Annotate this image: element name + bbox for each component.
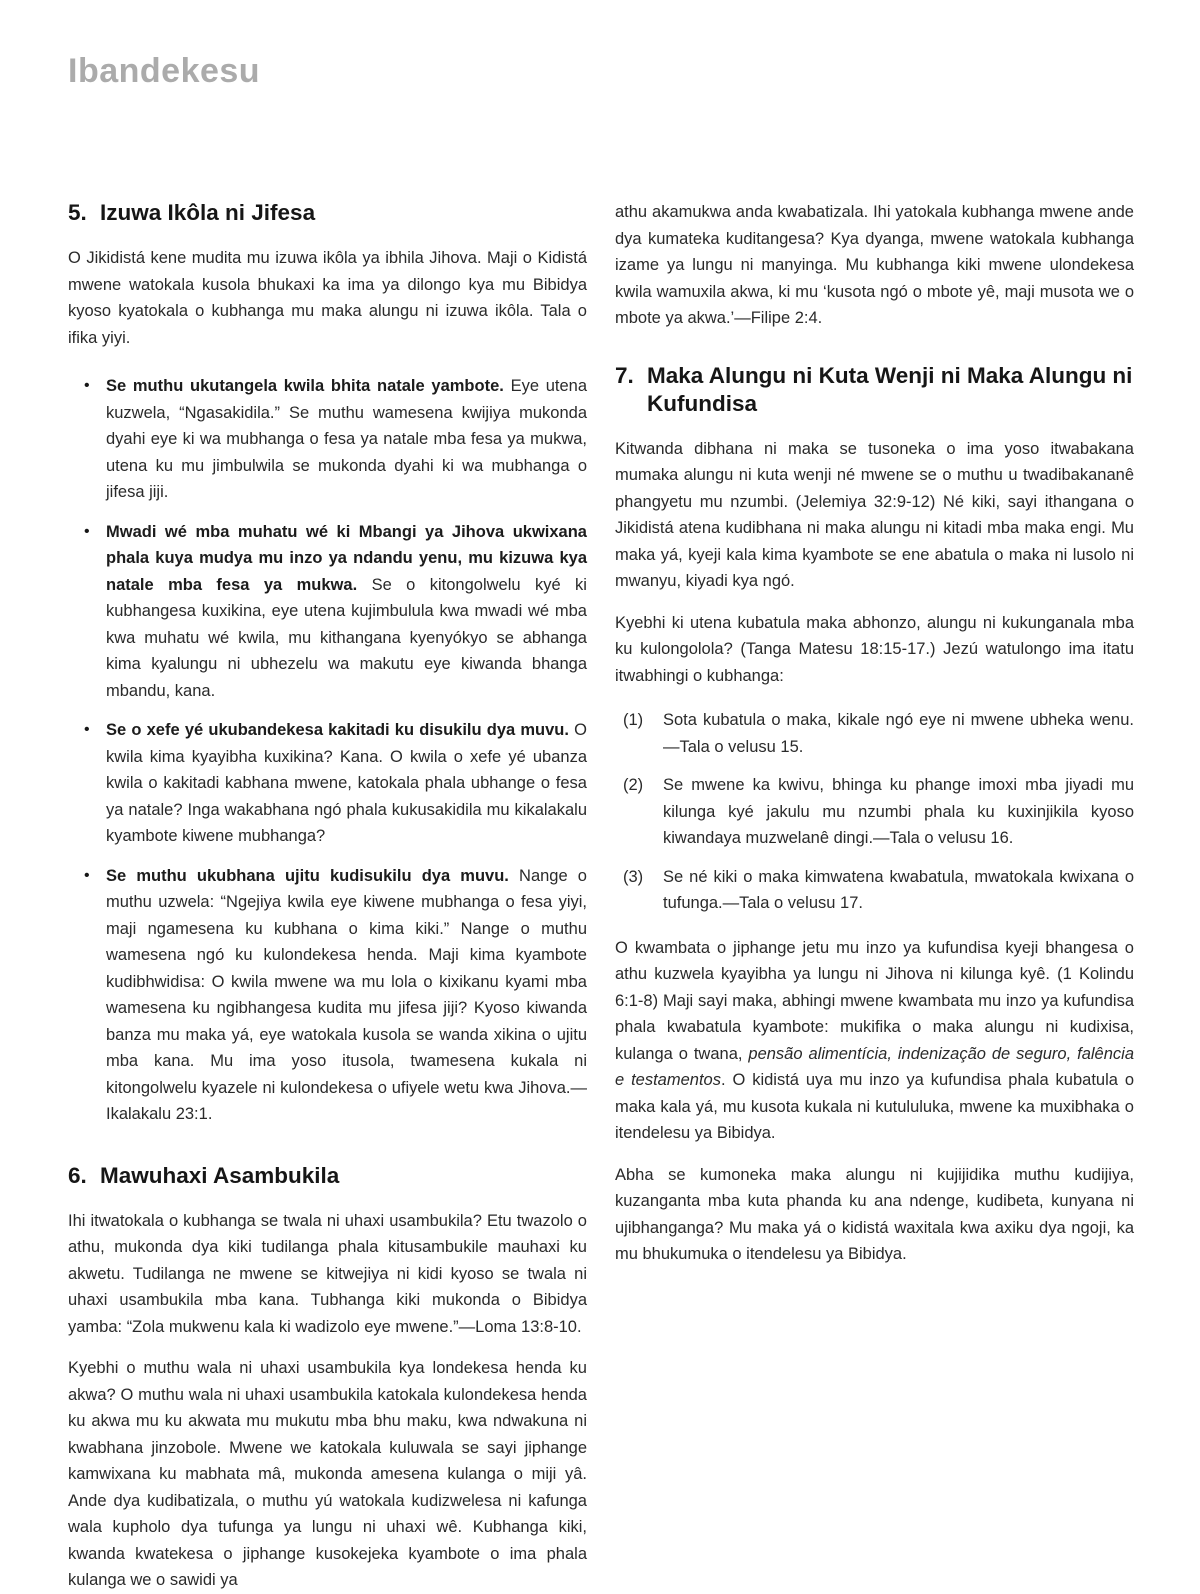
section6 [68,1162,587,1594]
item-number: (2) [623,776,644,794]
section7-paragraph-4: Abha se kumoneka maka alungu ni kujijidika muthu kudijiya, kuzanganta mba kuta phanda ku ana ndenge, kudibeta, kunyana ni ujibhanganga? Mu maka yá o kidistá waxitala kwa axiku dya ngoji, ka mu bhukumuka o itendelesu ya Bibidya. [615,1165,1134,1263]
bullet-text [106,863,587,1128]
bullet-icon: • [84,522,90,540]
page-title: Ibandekesu [68,52,261,90]
bullet-icon: • [84,721,90,738]
section7-paragraph-1: Kitwanda dibhana ni maka se tusoneka o ima yoso itwabakana mumaka alungu ni kuta wenji né mwene se o muthu u twadibakananê phangyetu mu nzumbi. (Jelemiya 32:9-12) Né kiki, sayi ithangana o Jikidistá atena kudibhana ni maka alungu ni kitadi mba maka engi. Mu maka yá, kyeji kala kima kyambote se ene abatula o maka ni lusolo ni mwanyu, kiyadi kya ngó. [615,439,1134,590]
list-item [68,863,587,1128]
item-text: Se mwene ka kwivu, bhinga ku phange imoxi mba jiyadi mu kilunga kyé jakulu mu nzumbi phala ku kuxinjikila kyoso kiwandaya muzwelanê dingi.—Tala o velusu 16. [663,776,1134,847]
item-text: Sota kubatula o maka, kikale ngó eye ni mwene ubheka wenu.—Tala o velusu 15. [663,711,1134,756]
section7-paragraph-3 [615,935,1134,1147]
section5-title: Izuwa Ikôla ni Jifesa [100,200,316,225]
list-item [623,864,1134,917]
bullet-text [106,519,587,705]
bullet-rest: Eye utena kuzwela, “Ngasakidila.” Se muthu wamesena kwijiya mukonda dyahi eye ki wa mubhanga o fesa ya natale mba fesa ya mukwa, utena ku mu jimbulwila se mukonda dyahi ki wa mubhanga o jifesa jiji. [106,377,587,501]
left-column [68,199,587,1594]
bullet-icon: • [84,377,90,394]
right-column [615,199,1134,1268]
bullet-lead: Se o xefe yé ukubandekesa kakitadi ku disukilu dya muvu. [106,721,569,739]
bullet-rest: O kwila kima kyayibha kuxikina? Kana. O kwila o xefe yé ubanza kwila o kakitadi kabhana mwene, katokala phala ubhange o fesa ya natale? Inga wakabhana ngó phala kukusakidila mu kikalakalu kyambote kiwene mubhanga? [106,721,587,845]
section7-paragraph-2: Kyebhi ki utena kubatula maka abhonzo, alungu ni kukunganala mba ku kulongolola? (Tanga Matesu 18:15-17.) Jezú watulongo ima itatu itwabhingi o kubhanga: [615,613,1134,685]
section6-number: 6. [68,1162,87,1188]
bullet-icon: • [84,866,90,884]
section6-paragraph-2: Kyebhi o muthu wala ni uhaxi usambukila kya londekesa henda ku akwa? O muthu wala ni uhaxi usambukila katokala kulondekesa henda ku akwa mu ku akwata mu mukutu mba bhu maku, kwa ndwakuna ni kwabhana jinzobole. Mwene we katokala kuluwala se sayi jiphange kamwixana ku mabhata mâ, mukonda amesena kulanga o miji yâ. Ande dya kudibatizala, o muthu yú watokala kudizwelesa ni kafunga wala kupholo dya tufunga ya lungu ni uhaxi wê. Kubhanga kiki, kwanda kwatekesa o jiphange kusokejeka kyambote o ima phala kulanga we o sawidi ya [68,1359,587,1589]
section5-intro-paragraph: O Jikidistá kene mudita mu izuwa ikôla ya ibhila Jihova. Maji o Kidistá mwene watokala kusola bhukaxi ka ima ya dilongo kya mu Bibidya kyoso kyatokala o kubhanga mu maka alungu ni izuwa ikôla. Tala o ifika yiyi. [68,249,587,347]
list-item [68,717,587,850]
list-item [68,373,587,506]
section7-numbered-list [623,707,1134,917]
paragraph-run: O kwambata o jiphange jetu mu inzo ya kufundisa kyeji bhangesa o athu kuzwela kyayibha ya lungu ni Jihova ni kilunga kyê. (1 Kolindu 6:1-8) Maji sayi maka, abhingi mwene kwambata mu inzo ya kufundisa phala kwabatula kyambote: mukifika o maka alungu ni kudixisa, kulanga o twana, [615,938,1134,1063]
item-number: (3) [623,867,644,886]
bullet-lead: Mwadi wé mba muhatu wé ki Mbangi ya Jihova ukwixana phala kuya mudya mu inzo ya ndandu yenu, mu kizuwa kya natale mba fesa ya mukwa. [106,522,587,594]
bullet-rest: Nange o muthu uzwela: “Ngejiya kwila eye kiwene mubhanga o fesa yiyi, maji ngamesena ku kubhana o kima kiki.” Nange o muthu wamesena ngó ku kulondekesa henda. Maji kima kyambote kudibhwidisa: O kwila mwene wa mu lola o kixikanu kyami mba wamesena ku ngibhangesa kudita mu jifesa jiji? Kyoso kiwanda banza mu maka yá, eye watokala kusola se wanda xikina o ujitu mba kana. Mu ima yoso itusola, twamesena kukala ni kitongolwelu kyazele ni kulondekesa o ufiyele wetu kwa Jihova.—Ikalakalu 23:1. [106,866,587,1123]
section7-heading [615,362,1134,418]
list-item [623,707,1134,760]
section7-title: Maka Alungu ni Kuta Wenji ni Maka Alungu ni Kufundisa [647,362,1133,416]
bullet-lead: Se muthu ukubhana ujitu kudisukilu dya muvu. [106,866,509,885]
bullet-text [106,373,587,506]
section6-paragraph-1: Ihi itwatokala o kubhanga se twala ni uhaxi usambukila? Etu twazolo o athu, mukonda dya kiki tudilanga phala kitusambukile mauhaxi ku akwetu. Tudilanga ne mwene se kitwejiya ni kidi kyoso se twala ni uhaxi usambukila mba kana. Tubhanga kiki mukonda o Bibidya yamba: “Zola mukwenu kala ki wadizolo eye mwene.”—Loma 13:8-10. [68,1211,587,1336]
list-item [68,519,587,705]
section5-bullet-list [68,373,587,1128]
paragraph-run: . O kidistá uya mu inzo ya kufundisa phala kubatula o maka kala yá, mu kusota kukala ni kutululuka, mwene ka muxibhaka o itendelesu ya Bibidya. [615,1071,1135,1142]
two-column-layout [68,199,1134,1594]
bullet-rest: Se o kitongolwelu kyé ki kubhangesa kuxikina, eye utena kujimbulula kwa mwadi wé mba kwa muhatu wé kwila, mu kithangana kyenyókyo se abhanga kima kyalungu ni ubhezelu wa makutu eye kiwanda bhanga mbandu, kana. [106,575,587,700]
section6-continuation-paragraph: athu akamukwa anda kwabatizala. Ihi yatokala kubhanga mwene ande dya kumateka kuditangesa? Kya dyanga, mwene watokala kubhanga izame ya lungu ni manyinga. Mu kubhanga kiki mwene ulondekesa kwila wamuxila akwa, ki mu ‘kusota ngó o mbote yê, maji musota we o mbote ya akwa.’—Filipe 2:4. [615,203,1134,327]
list-item [623,772,1134,852]
item-text: Se né kiki o maka kimwatena kwabatula, mwatokala kwixana o tufunga.—Tala o velusu 17. [663,867,1134,912]
section5-heading [68,199,587,227]
bullet-lead: Se muthu ukutangela kwila bhita natale yambote. [106,377,504,395]
italic-legal-terms: pensão alimentícia, indenização de seguro, falência e testamentos [615,1044,1134,1089]
item-number: (1) [623,711,644,729]
bullet-text [106,717,587,850]
section6-heading [68,1162,587,1190]
section7-number: 7. [615,362,634,388]
section6-title: Mawuhaxi Asambukila [100,1162,340,1188]
section5-number: 5. [68,200,87,225]
section7 [615,362,1134,1268]
